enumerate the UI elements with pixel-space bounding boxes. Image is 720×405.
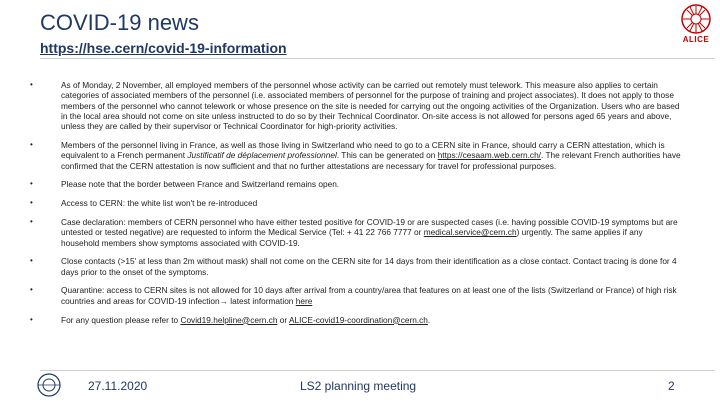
quarantine-text: Quarantine: access to CERN sites is not allowed for 10 days after arrival from a country/area that features on at least one of the lists (Switzerland or France) of high risk countries and areas for COVID-19 infection→ latest information [61, 285, 677, 306]
bullet-attestation [28, 140, 683, 171]
medical-service-link[interactable]: medical.service@cern.ch [423, 227, 517, 238]
page-number: 2 [668, 379, 675, 393]
alice-logo [676, 3, 716, 47]
footer-date: 27.11.2020 [88, 379, 148, 393]
justificatif-text: Justificatif de déplacement professionnel [187, 150, 337, 161]
covid-info-link[interactable]: https://hse.cern/covid-19-information [40, 40, 287, 56]
bullet-access-text: Access to CERN: the white list won't be re-introduced [61, 198, 258, 209]
news-bullet-list [28, 80, 683, 333]
questions-text-2: or [277, 314, 289, 325]
helpline-email-link[interactable]: Covid19.helpline@cern.ch [180, 314, 278, 325]
bullet-close-contacts-text: Close contacts (>15' at less than 2m without mask) shall not come on the CERN site for 14 days from their identification as a close contact. Contact tracing is done for 4 days prior to the onset of the symptoms. [61, 256, 677, 277]
attestation-text-1: Members of the personnel living in France, as well as those living in Switzerland who need to go to a CERN site in France, should carry a CERN attestation, which is equivalent to a French permanent [61, 139, 665, 161]
bullet-border-text: Please note that the border between France and Switzerland remains open. [61, 179, 340, 190]
alice-logo-icon [676, 3, 716, 35]
bullet-questions [28, 315, 683, 325]
bullet-case-declaration [28, 217, 683, 248]
quarantine-here-link[interactable]: here [295, 295, 313, 306]
bullet-quarantine [28, 285, 683, 306]
cern-logo-icon [36, 372, 62, 398]
cesaam-link[interactable]: https://cesaam.web.cern.ch/ [437, 150, 541, 161]
questions-text-3: . [427, 314, 431, 325]
footer-logo [36, 372, 62, 398]
bullet-telework-text: As of Monday, 2 November, all employed members of the personnel whose activity can be carried out remotely must telework. This measure also applies to certain categories of associated members of the personnel (i.e. associated members of personnel for the purpose of training and project associates). It does not apply to those members of the personnel who cannot telework or whose presence on the site is needed for carrying out the ongoing activities of the Organization. Users who are based in the local area should not come on site unless instructed to do so by their Technical Coordinator. On-site access is not allowed for persons aged 65 years and above, unless they are called by their supervisor or Technical Coordinator for high-priority activities. [61, 80, 680, 132]
footer-divider [40, 370, 715, 371]
bullet-border [28, 179, 683, 189]
alice-logo-text: ALICE [682, 35, 710, 44]
attestation-text-2: . This can be generated on [336, 150, 438, 161]
bullet-close-contacts [28, 256, 683, 277]
bullet-telework [28, 80, 683, 131]
alice-coordination-email-link[interactable]: ALICE-covid19-coordination@cern.ch [288, 314, 428, 325]
bullet-access [28, 198, 683, 208]
slide-title: COVID-19 news [40, 10, 199, 35]
footer-event: LS2 planning meeting [300, 379, 417, 393]
case-declaration-text-1: Case declaration: members of CERN personnel who have either tested positive for COVID-19 or are suspected cases (i.e. having possible COVID-19 symptoms but are untested or tested negative) are requested to inform the Medical Service (Tel: + 41 22 766 7777 or [61, 216, 678, 238]
header-divider [40, 58, 715, 59]
case-declaration-text-2: ) urgently. The same applies if any household members show symptoms associated with COVID-19. [61, 227, 643, 248]
attestation-text-3: . The relevant French authorities have confirmed that the CERN attestation is now sufficient and that no further attestations are necessary for travel for professional purposes. [61, 150, 681, 171]
questions-text-1: For any question please refer to [61, 314, 181, 325]
